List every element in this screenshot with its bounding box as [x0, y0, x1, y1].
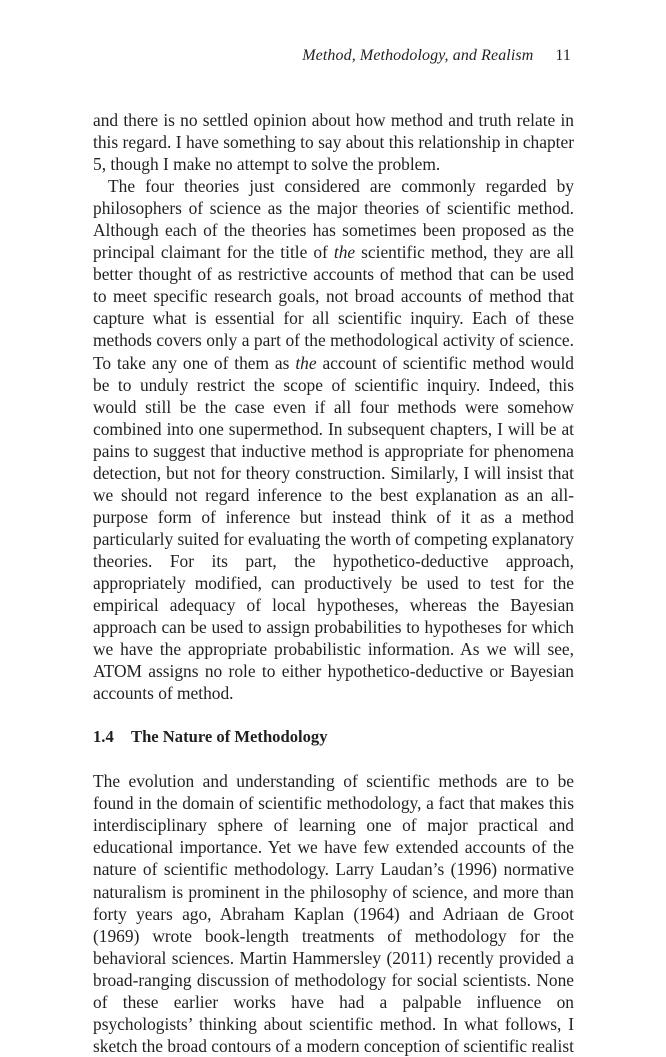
emphasis-the: the: [333, 242, 356, 263]
section-number: 1.4: [93, 727, 114, 747]
paragraph-segment: The four theories just considered are commonly regarded by philosophers of science as the major theories of scientific method. Although each of the theories has sometimes been proposed as the principal claimant for the title of: [93, 176, 574, 263]
section-heading: [93, 726, 574, 748]
emphasis-the: the: [295, 352, 317, 373]
paragraph-continued: and there is no settled opinion about how method and truth relate in this regard. I have something to say about this relationship in chapter 5, though I make no attempt to solve the problem.: [93, 110, 574, 175]
paragraph-segment: account of scientific method would be to unduly restrict the scope of scientific inquiry. Indeed, this would still be the case even if all four methods were somehow combined into one supermethod. In subsequent chapters, I will be at pains to suggest that inductive method is appropriate for phenomena detection, but not for theory construction. Similarly, I will insist that we should not regard inference to the best explanation as an all-purpose form of inference but instead think of it as a method particularly suited for evaluating the worth of competing explanatory theories. For its part, the hypothetico-deductive approach, appropriately modified, can productively be used to test for the empirical adequacy of local hypotheses, whereas the Bayesian approach can be used to assign probabilities to hypotheses for which we have the appropriate probabilistic information. As we will see, ATOM assigns no role to either hypothetico-deductive or Bayesian accounts of method.: [93, 352, 574, 704]
body-text: [93, 109, 574, 1057]
running-head-title: Method, Methodology, and Realism: [302, 47, 534, 64]
paragraph-nature-of-methodology: The evolution and understanding of scientific methods are to be found in the domain of scientific methodology, a fact that makes this interdisciplinary sphere of learning one of major practical and educational importance. Yet we have few extended accounts of the nature of scientific methodology. Larry Laudan’s (1996) normative naturalism is prominent in the philosophy of science, and more than forty years ago, Abraham Kaplan (1964) and Adriaan de Groot (1969) wrote book-length treatments of methodology for the behavioral sciences. Martin Hammersley (2011) recently provided a broad-ranging discussion of methodology for social scientists. None of these earlier works have had a palpable influence on psychologists’ thinking about scientific method. In what follows, I sketch the broad contours of a modern conception of scientific realist: [93, 771, 574, 1056]
section-title: The Nature of Methodology: [131, 727, 328, 747]
paragraph-theories-of-method: [93, 175, 574, 704]
paragraph-segment: scientific method, they are all better thought of as restrictive accounts of method that can be used to meet specific research goals, not broad accounts of method that capture what is essential for all scientific inquiry. Each of these methods covers only a part of the methodological activity of science. To take any one of them as: [93, 242, 575, 373]
running-head: [302, 47, 571, 65]
page-number: 11: [555, 47, 571, 64]
